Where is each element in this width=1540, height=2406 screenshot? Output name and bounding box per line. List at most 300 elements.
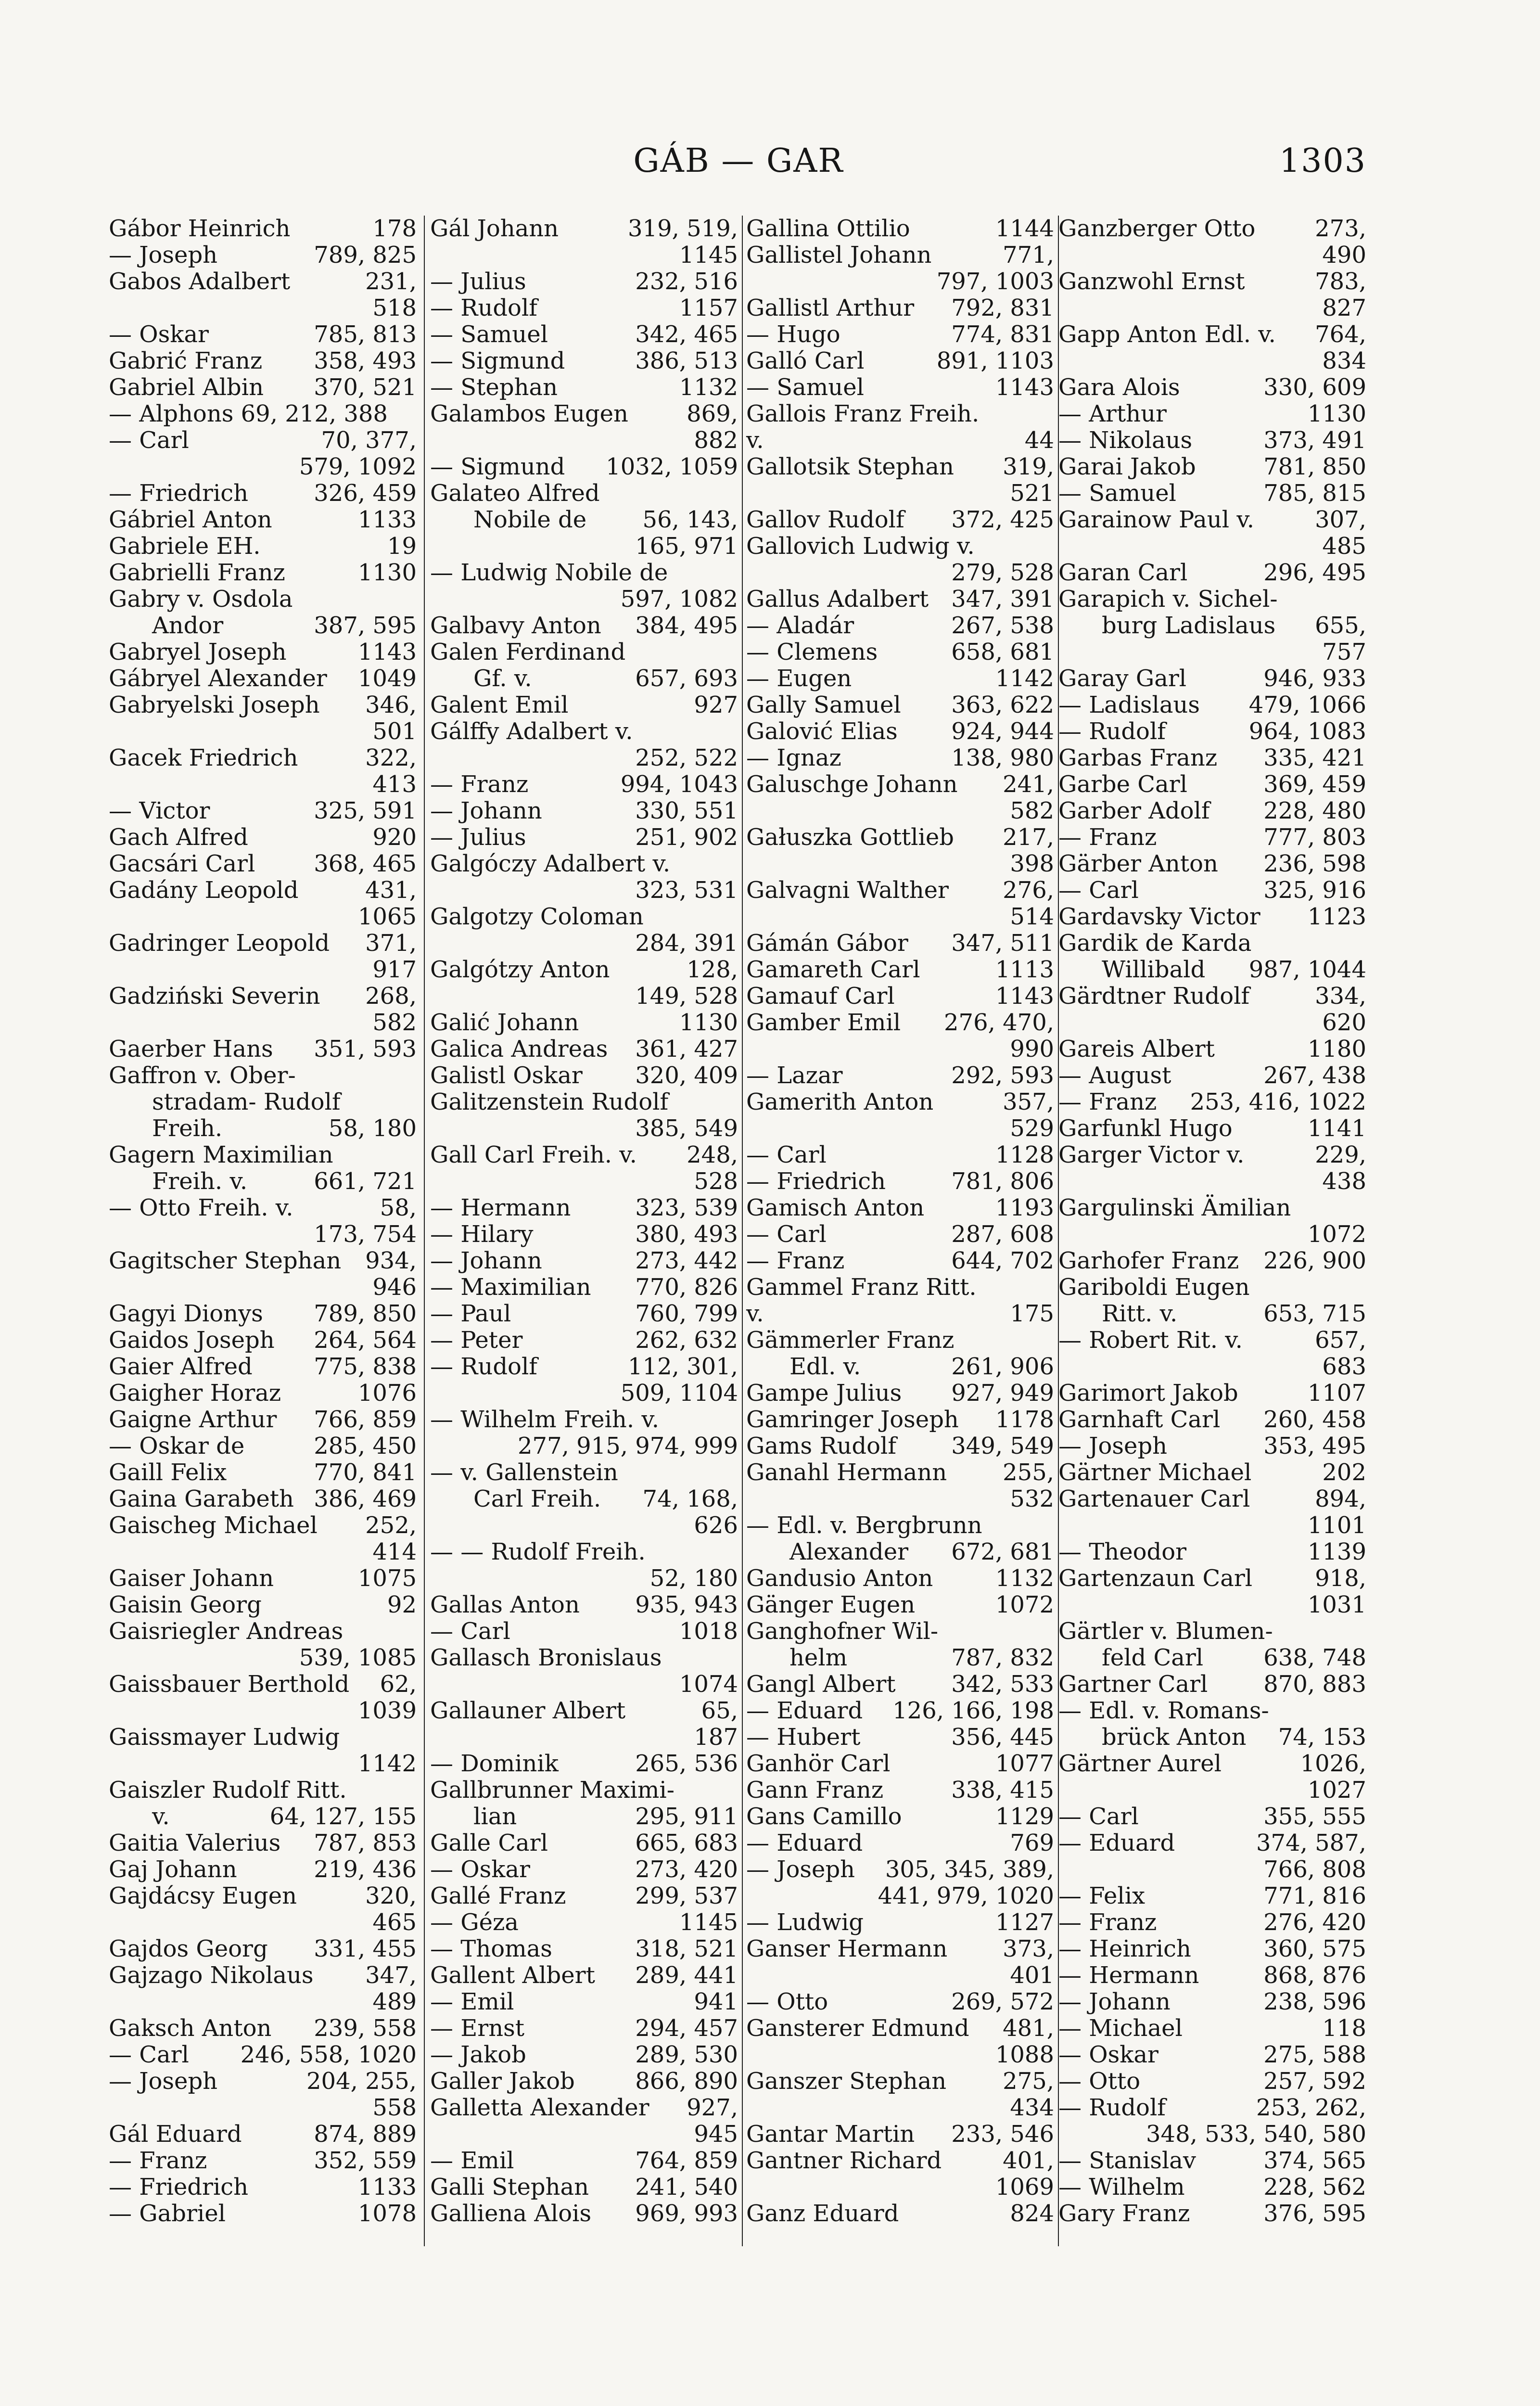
index-entry — [1058, 1089, 1366, 1115]
index-entry — [430, 1248, 738, 1274]
entry-pages: 769 — [1010, 1830, 1054, 1856]
entry-pages: 376, 595 — [1263, 2200, 1366, 2227]
entry-name: Gallotsik Stephan — [746, 453, 954, 480]
index-entry — [430, 824, 738, 851]
index-entry — [1058, 1804, 1366, 1830]
entry-name: Galvagni Walther — [746, 877, 949, 904]
entry-name: — Victor — [109, 797, 210, 824]
index-entry — [746, 1089, 1054, 1115]
index-entry — [746, 507, 1054, 533]
entry-name: stradam- Rudolf — [152, 1088, 341, 1115]
entry-name: — — Rudolf Freih. — [430, 1538, 646, 1565]
entry-pages: 787, 832 — [951, 1644, 1054, 1671]
index-entry — [746, 1036, 1054, 1062]
entry-name: Gallus Adalbert — [746, 586, 929, 613]
entry-pages: 490 — [1322, 242, 1366, 269]
entry-pages: 92 — [387, 1591, 417, 1618]
entry-pages: 175 — [1010, 1300, 1054, 1327]
entry-pages: 346, — [365, 691, 417, 718]
index-entry — [430, 1115, 738, 1142]
entry-name: — Friedrich — [746, 1168, 886, 1195]
index-entry — [109, 2201, 417, 2227]
page-number: 1303 — [1279, 142, 1366, 180]
index-entry — [109, 692, 417, 718]
index-entry — [109, 665, 417, 692]
entry-name: Gaigne Arthur — [109, 1406, 277, 1433]
index-entry — [430, 639, 738, 665]
entry-name: — Géza — [430, 1909, 519, 1936]
entry-name: — Sigmund — [430, 347, 565, 374]
index-entry — [430, 1274, 738, 1301]
entry-name: Gábriel Anton — [109, 506, 272, 533]
entry-pages: 267, 538 — [951, 612, 1054, 639]
entry-pages: 356, 445 — [951, 1724, 1054, 1751]
entry-pages: 353, 495 — [1263, 1433, 1366, 1459]
index-entry — [109, 1062, 417, 1089]
entry-pages: 1031 — [1307, 1591, 1366, 1618]
entry-name: Gamisch Anton — [746, 1194, 925, 1221]
index-entry — [746, 2068, 1054, 2095]
entry-pages: 338, 415 — [951, 1777, 1054, 1804]
entry-pages: 672, 681 — [951, 1538, 1054, 1565]
entry-pages: 1132 — [679, 374, 738, 401]
entry-pages: 501 — [372, 718, 417, 745]
entry-pages: 891, 1103 — [936, 347, 1054, 374]
entry-name: Gabrić Franz — [109, 347, 263, 374]
entry-pages: 866, 890 — [635, 2068, 738, 2095]
index-entry — [1058, 1539, 1366, 1565]
index-entry — [109, 216, 417, 242]
entry-pages: 941 — [694, 1988, 738, 2015]
index-entry — [430, 1459, 738, 1486]
index-entry — [109, 1618, 417, 1645]
entry-pages: 771, 816 — [1263, 1882, 1366, 1909]
entry-name: Galler Jakob — [430, 2068, 575, 2095]
entry-pages: 528 — [694, 1168, 738, 1195]
index-entry — [109, 533, 417, 560]
index-entry — [430, 1936, 738, 1962]
index-entry — [109, 1459, 417, 1486]
index-entry — [430, 1433, 738, 1459]
entry-pages: 219, 436 — [314, 1856, 417, 1883]
entry-pages: 777, 803 — [1263, 824, 1366, 851]
entry-name: Gärdtner Rudolf — [1058, 983, 1250, 1010]
entry-pages: 1130 — [1307, 400, 1366, 427]
entry-name: Galli Stephan — [430, 2174, 589, 2201]
index-entry — [746, 824, 1054, 851]
index-entry — [109, 1115, 417, 1142]
index-entry — [430, 1301, 738, 1327]
entry-pages: 319, 519, — [627, 215, 738, 242]
index-entry — [746, 1830, 1054, 1856]
entry-name: — Rudolf — [430, 1353, 538, 1380]
index-entry — [1058, 1751, 1366, 1777]
index-entry — [109, 1010, 417, 1036]
index-entry — [430, 1883, 738, 1909]
index-entry — [746, 374, 1054, 401]
entry-name: Gallov Rudolf — [746, 506, 904, 533]
entry-pages: 342, 465 — [635, 321, 738, 348]
index-entry — [109, 1380, 417, 1407]
entry-pages: 1143 — [357, 639, 417, 665]
entry-pages: 74, 153 — [1278, 1724, 1366, 1751]
index-entry — [1058, 1645, 1366, 1671]
entry-name: Galle Carl — [430, 1830, 548, 1856]
index-entry — [1058, 1301, 1366, 1327]
index-entry — [746, 321, 1054, 348]
entry-name: — Nikolaus — [1058, 427, 1193, 454]
entry-pages: 834 — [1322, 347, 1366, 374]
entry-name: — Hermann — [430, 1194, 571, 1221]
index-entry — [109, 2042, 417, 2068]
entry-pages: 1072 — [1307, 1221, 1366, 1248]
entry-name: feld Carl — [1102, 1644, 1204, 1671]
entry-name: lian — [473, 1803, 517, 1830]
index-entry — [430, 1036, 738, 1062]
index-entry — [109, 824, 417, 851]
index-entry — [746, 983, 1054, 1010]
index-entry — [1058, 1407, 1366, 1433]
index-entry — [109, 745, 417, 771]
entry-pages: 307, — [1315, 506, 1366, 533]
entry-name: Freih. — [152, 1115, 223, 1142]
entry-name: — Ludwig Nobile de — [430, 559, 668, 586]
index-entry — [746, 1856, 1054, 1883]
entry-name: — Jakob — [430, 2041, 526, 2068]
index-column-4 — [1058, 216, 1366, 2246]
index-entry — [430, 930, 738, 957]
entry-pages: 869, — [687, 400, 738, 427]
entry-pages: 1039 — [357, 1697, 417, 1724]
index-entry — [746, 1539, 1054, 1565]
index-entry — [430, 1909, 738, 1936]
index-entry — [746, 1274, 1054, 1301]
entry-name: Gartner Carl — [1058, 1671, 1208, 1698]
entry-pages: 969, 993 — [635, 2200, 738, 2227]
entry-pages: 149, 528 — [635, 983, 738, 1010]
entry-name: Gaissbauer Berthold — [109, 1671, 350, 1698]
index-entry — [1058, 798, 1366, 824]
entry-pages: 521 — [1010, 480, 1054, 507]
entry-pages: 267, 438 — [1263, 1062, 1366, 1089]
entry-name: Garbas Franz — [1058, 744, 1218, 771]
entry-pages: 766, 859 — [314, 1406, 417, 1433]
entry-pages: 766, 808 — [1263, 1856, 1366, 1883]
entry-pages: 1142 — [995, 665, 1054, 692]
entry-name: Gaill Felix — [109, 1459, 227, 1486]
entry-pages: 683 — [1322, 1353, 1366, 1380]
entry-pages: 868, 876 — [1263, 1962, 1366, 1989]
entry-pages: 368, 465 — [314, 850, 417, 877]
entry-name: — Carl — [1058, 877, 1139, 904]
entry-name: — Maximilian — [430, 1274, 591, 1301]
entry-name: Gallistl Arthur — [746, 294, 915, 321]
entry-name: Gabrielli Franz — [109, 559, 285, 586]
entry-name: Gacsári Carl — [109, 850, 255, 877]
index-entry — [109, 2121, 417, 2148]
entry-name: Garfunkl Hugo — [1058, 1115, 1233, 1142]
index-entry — [1058, 771, 1366, 798]
index-entry — [746, 1883, 1054, 1909]
entry-pages: 927, 949 — [951, 1380, 1054, 1407]
index-entry — [746, 1301, 1054, 1327]
index-entry — [109, 1301, 417, 1327]
index-entry — [1058, 1512, 1366, 1539]
entry-pages: 239, 558 — [314, 2015, 417, 2042]
index-entry — [109, 639, 417, 665]
entry-name: — Peter — [430, 1327, 523, 1354]
index-entry — [746, 1380, 1054, 1407]
entry-pages: 653, 715 — [1263, 1300, 1366, 1327]
entry-name: — Johann — [430, 797, 542, 824]
entry-pages: 261, 906 — [951, 1353, 1054, 1380]
index-entry — [1058, 718, 1366, 745]
index-entry — [430, 1830, 738, 1856]
entry-name: — Stanislav — [1058, 2147, 1196, 2174]
index-entry — [109, 1856, 417, 1883]
index-entry — [746, 295, 1054, 321]
index-entry — [1058, 427, 1366, 454]
index-entry — [1058, 1010, 1366, 1036]
index-entry — [746, 242, 1054, 269]
index-entry — [746, 1618, 1054, 1645]
index-entry — [746, 639, 1054, 665]
entry-pages: 1144 — [995, 215, 1054, 242]
entry-pages: 255, — [1003, 1459, 1054, 1486]
entry-name: — Julius — [430, 824, 526, 851]
entry-name: Galgótzy Anton — [430, 956, 610, 983]
entry-name: Willibald — [1102, 956, 1206, 983]
entry-name: Garger Victor v. — [1058, 1141, 1245, 1168]
entry-pages: 58, 180 — [328, 1115, 417, 1142]
entry-pages: 781, 806 — [951, 1168, 1054, 1195]
index-entry — [746, 1565, 1054, 1592]
index-entry — [1058, 1354, 1366, 1380]
index-entry — [1058, 2121, 1366, 2148]
entry-pages: 323, 539 — [635, 1194, 738, 1221]
entry-name: Gajdos Georg — [109, 1935, 268, 1962]
entry-pages: 1027 — [1307, 1777, 1366, 1804]
index-entry — [746, 2201, 1054, 2227]
entry-pages: 1139 — [1307, 1538, 1366, 1565]
index-entry — [109, 586, 417, 613]
entry-pages: 655, — [1315, 612, 1366, 639]
index-entry — [746, 2042, 1054, 2068]
entry-name: Gamareth Carl — [746, 956, 920, 983]
index-entry — [109, 1936, 417, 1962]
index-entry — [746, 1592, 1054, 1618]
entry-pages: 1018 — [679, 1618, 738, 1645]
entry-name: Ganzwohl Ernst — [1058, 268, 1245, 295]
entry-name: — Thomas — [430, 1935, 552, 1962]
entry-name: — Carl — [430, 1618, 510, 1645]
index-entry — [430, 1354, 738, 1380]
entry-name: Gabryelski Joseph — [109, 691, 320, 718]
entry-pages: 276, 420 — [1263, 1909, 1366, 1936]
index-entry — [1058, 374, 1366, 401]
entry-name: — Emil — [430, 1988, 514, 2015]
index-entry — [430, 851, 738, 877]
index-entry — [1058, 745, 1366, 771]
entry-pages: 320, — [365, 1882, 417, 1909]
entry-name: Gál Eduard — [109, 2121, 242, 2148]
entry-pages: 1157 — [679, 294, 738, 321]
entry-pages: 894, — [1315, 1485, 1366, 1512]
entry-name: — Oskar — [1058, 2041, 1158, 2068]
entry-pages: 529 — [1010, 1115, 1054, 1142]
entry-pages: 248, — [687, 1141, 738, 1168]
entry-name: Gaffron v. Ober- — [109, 1062, 296, 1089]
entry-name: Gara Alois — [1058, 374, 1180, 401]
index-entry — [1058, 216, 1366, 242]
entry-pages: 305, 345, 389, — [885, 1856, 1054, 1883]
entry-pages: 62, — [380, 1671, 417, 1698]
index-entry — [430, 1751, 738, 1777]
entry-name: — Hermann — [1058, 1962, 1199, 1989]
index-entry — [430, 348, 738, 374]
entry-name: Alexander — [789, 1538, 909, 1565]
entry-pages: 597, 1082 — [620, 586, 738, 613]
entry-name: Carl Freih. — [473, 1485, 601, 1512]
entry-pages: 231, — [365, 268, 417, 295]
index-entry — [1058, 692, 1366, 718]
entry-name: Gansterer Edmund — [746, 2015, 969, 2042]
entry-name: Gaidos Joseph — [109, 1327, 275, 1354]
entry-name: Ganahl Hermann — [746, 1459, 947, 1486]
entry-name: Gajdácsy Eugen — [109, 1882, 297, 1909]
index-entry — [109, 1804, 417, 1830]
index-entry — [109, 1089, 417, 1115]
index-entry — [1058, 1883, 1366, 1909]
index-entry — [1058, 1618, 1366, 1645]
entry-name: Ganghofner Wil- — [746, 1618, 939, 1645]
entry-pages: 413 — [372, 771, 417, 798]
entry-pages: 279, 528 — [951, 559, 1054, 586]
index-entry — [430, 957, 738, 983]
index-entry — [109, 1830, 417, 1856]
entry-name: — Rudolf — [1058, 2094, 1166, 2121]
entry-pages: 386, 469 — [314, 1485, 417, 1512]
index-entry — [430, 1486, 738, 1512]
entry-name: Gams Rudolf — [746, 1433, 897, 1459]
index-entry — [430, 771, 738, 798]
entry-name: Gabriel Albin — [109, 374, 264, 401]
entry-pages: 438 — [1322, 1168, 1366, 1195]
entry-name: Ganzberger Otto — [1058, 215, 1256, 242]
entry-name: — Dominik — [430, 1750, 559, 1777]
entry-name: — Friedrich — [109, 480, 249, 507]
entry-pages: 330, 609 — [1263, 374, 1366, 401]
entry-name: — Oskar — [430, 1856, 530, 1883]
entry-pages: 787, 853 — [314, 1830, 417, 1856]
entry-pages: 774, 831 — [951, 321, 1054, 348]
index-entry — [746, 2148, 1054, 2174]
index-entry — [430, 718, 738, 745]
index-entry — [1058, 665, 1366, 692]
entry-name: Galgóczy Adalbert v. — [430, 850, 671, 877]
entry-pages: 56, 143, — [642, 506, 738, 533]
index-entry — [430, 1327, 738, 1354]
entry-name: Gareis Albert — [1058, 1036, 1215, 1062]
index-entry — [1058, 401, 1366, 427]
index-entry — [1058, 1936, 1366, 1962]
entry-name: Garay Garl — [1058, 665, 1187, 692]
entry-name: — Franz — [430, 771, 529, 798]
entry-pages: 1123 — [1307, 903, 1366, 930]
index-entry — [109, 1248, 417, 1274]
entry-pages: 1143 — [995, 374, 1054, 401]
index-entry — [746, 957, 1054, 983]
entry-name: — Franz — [746, 1247, 845, 1274]
index-entry — [109, 269, 417, 295]
entry-pages: 299, 537 — [635, 1882, 738, 1909]
index-entry — [746, 533, 1054, 560]
entry-pages: 374, 587, — [1256, 1830, 1366, 1856]
index-entry — [430, 983, 738, 1010]
entry-name: — Samuel — [430, 321, 548, 348]
index-entry — [109, 1645, 417, 1671]
entry-name: — Carl — [746, 1221, 827, 1248]
entry-pages: 945 — [694, 2121, 738, 2148]
entry-name: — Arthur — [1058, 400, 1167, 427]
index-entry — [109, 2068, 417, 2095]
entry-name: Gagern Maximilian — [109, 1141, 333, 1168]
index-entry — [746, 665, 1054, 692]
entry-name: — Clemens — [746, 639, 878, 665]
index-entry — [430, 321, 738, 348]
entry-pages: 760, 799 — [635, 1300, 738, 1327]
entry-name: — Ladislaus — [1058, 691, 1200, 718]
entry-name: — Ignaz — [746, 744, 841, 771]
index-entry — [430, 2042, 738, 2068]
index-entry — [109, 1195, 417, 1221]
index-entry — [109, 1724, 417, 1751]
index-entry — [1058, 930, 1366, 957]
page-header — [111, 142, 1366, 190]
entry-pages: 532 — [1010, 1485, 1054, 1512]
index-entry — [109, 1909, 417, 1936]
entry-name: Nobile de — [473, 506, 587, 533]
index-entry — [109, 957, 417, 983]
entry-pages: 287, 608 — [951, 1221, 1054, 1248]
entry-pages: 228, 480 — [1263, 797, 1366, 824]
entry-pages: 246, 558, 1020 — [240, 2041, 417, 2068]
entry-pages: 126, 166, 198 — [892, 1697, 1054, 1724]
index-entry — [1058, 348, 1366, 374]
entry-name: Ritt. v. — [1102, 1300, 1178, 1327]
entry-name: Andor — [152, 612, 224, 639]
entry-name: — Carl — [109, 2041, 189, 2068]
index-entry — [1058, 851, 1366, 877]
index-entry — [746, 1486, 1054, 1512]
index-entry — [109, 1433, 417, 1459]
index-entry — [746, 1936, 1054, 1962]
entry-pages: 64, 127, 155 — [269, 1803, 417, 1830]
entry-name: Gaischeg Michael — [109, 1512, 318, 1539]
entry-name: Galliena Alois — [430, 2200, 592, 2227]
entry-name: Gábor Heinrich — [109, 215, 291, 242]
index-entry — [1058, 1565, 1366, 1592]
entry-name: — v. Gallenstein — [430, 1459, 618, 1486]
entry-pages: 987, 1044 — [1248, 956, 1366, 983]
entry-pages: 518 — [372, 294, 417, 321]
entry-pages: 770, 841 — [314, 1459, 417, 1486]
entry-name: — Franz — [1058, 1909, 1157, 1936]
entry-name: Gantner Richard — [746, 2147, 942, 2174]
index-entry — [109, 1539, 417, 1565]
index-entry — [109, 454, 417, 480]
entry-pages: 352, 559 — [314, 2147, 417, 2174]
